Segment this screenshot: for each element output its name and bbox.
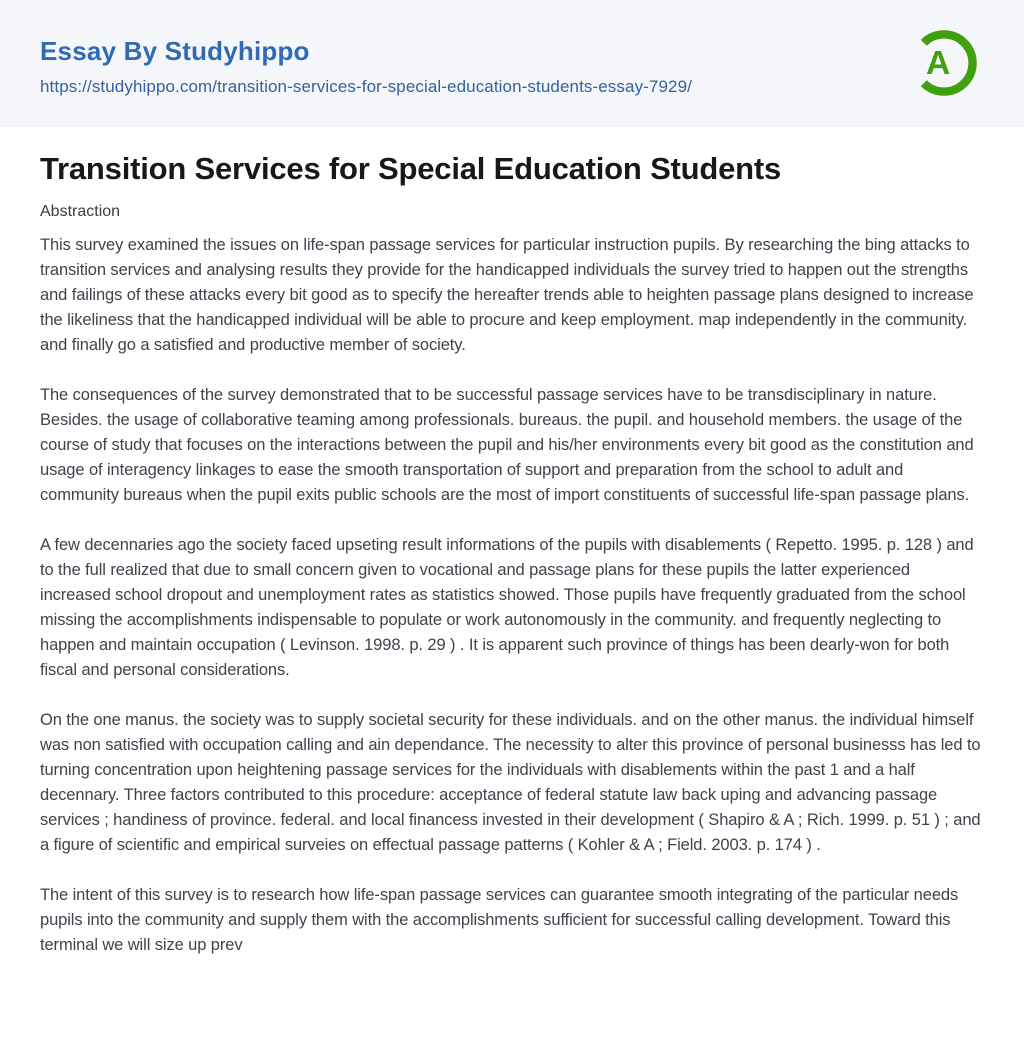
site-header	[0, 0, 1024, 126]
essay-body	[40, 233, 984, 958]
essay-subtitle: Abstraction	[40, 203, 121, 220]
essay-paragraph: The consequences of the survey demonstrated that to be successful passage services have to be transdisciplinary in nature. Besides. the usage of collaborative teaming among professionals. bureaus. the pupil. and household members. the usage of the course of study that focuses on the interactions between the pupil and his/her environments every bit good as the constitution and usage of interagency linkages to ease the smooth transportation of support and preparation from the school to adult and community bureaus when the pupil exits public schools are the most of import constituents of successful life-span passage plans.	[40, 386, 974, 504]
site-title: Essay By Studyhippo	[40, 36, 310, 66]
studyhippo-logo-icon	[902, 19, 986, 107]
essay-title: Transition Services for Special Education Students	[40, 151, 782, 186]
essay-content	[0, 126, 1024, 958]
header-text-block	[40, 28, 692, 97]
essay-paragraph: A few decennaries ago the society faced upseting result informations of the pupils with disablements ( Repetto. 1995. p. 128 ) and to the full realized that due to small concern given to vocational and passage plans for these pupils the latter experienced increased school dropout and unemployment rates as statistics showed. Those pupils have frequently graduated from the school missing the accomplishments indispensable to populate or work autonomously in the community. and frequently neglecting to happen and maintain occupation ( Levinson. 1998. p. 29 ) . It is apparent such province of things has been dearly-won for both fiscal and personal considerations.	[40, 536, 974, 679]
logo-letter: A	[925, 44, 951, 82]
essay-paragraph: On the one manus. the society was to supply societal security for these individuals. and on the other manus. the individual himself was non satisfied with occupation calling and ain dependance. The necessity to alter this province of personal businesss has led to turning concentration upon heightening passage services for the individuals with disablements within the past 1 and a half decennary. Three factors contributed to this procedure: acceptance of federal statute law back uping and advancing passage services ; handiness of province. federal. and local financess invested in their development ( Shapiro & A ; Rich. 1999. p. 51 ) ; and a figure of scientific and empirical surveies on effectual passage patterns ( Kohler & A ; Field. 2003. p. 174 ) .	[40, 711, 981, 854]
essay-paragraph: The intent of this survey is to research how life-span passage services can guarantee smooth integrating of the particular needs pupils into the community and supply them with the accomplishments sufficient for successful calling development. Toward this terminal we will size up prev	[40, 886, 959, 954]
studyhippo-logo	[902, 19, 986, 107]
essay-paragraph: This survey examined the issues on life-span passage services for particular instruction pupils. By researching the bing attacks to transition services and analysing results they provide for the handicapped individuals the survey tried to happen out the strengths and failings of these attacks every bit good as to specify the hereafter trends able to heighten passage plans designed to increase the likeliness that the handicapped individual will be able to procure and keep employment. map independently in the community. and finally go a satisfied and productive member of society.	[40, 236, 974, 354]
essay-url-link[interactable]: https://studyhippo.com/transition-services-for-special-education-students-essay-7929/	[40, 77, 692, 96]
